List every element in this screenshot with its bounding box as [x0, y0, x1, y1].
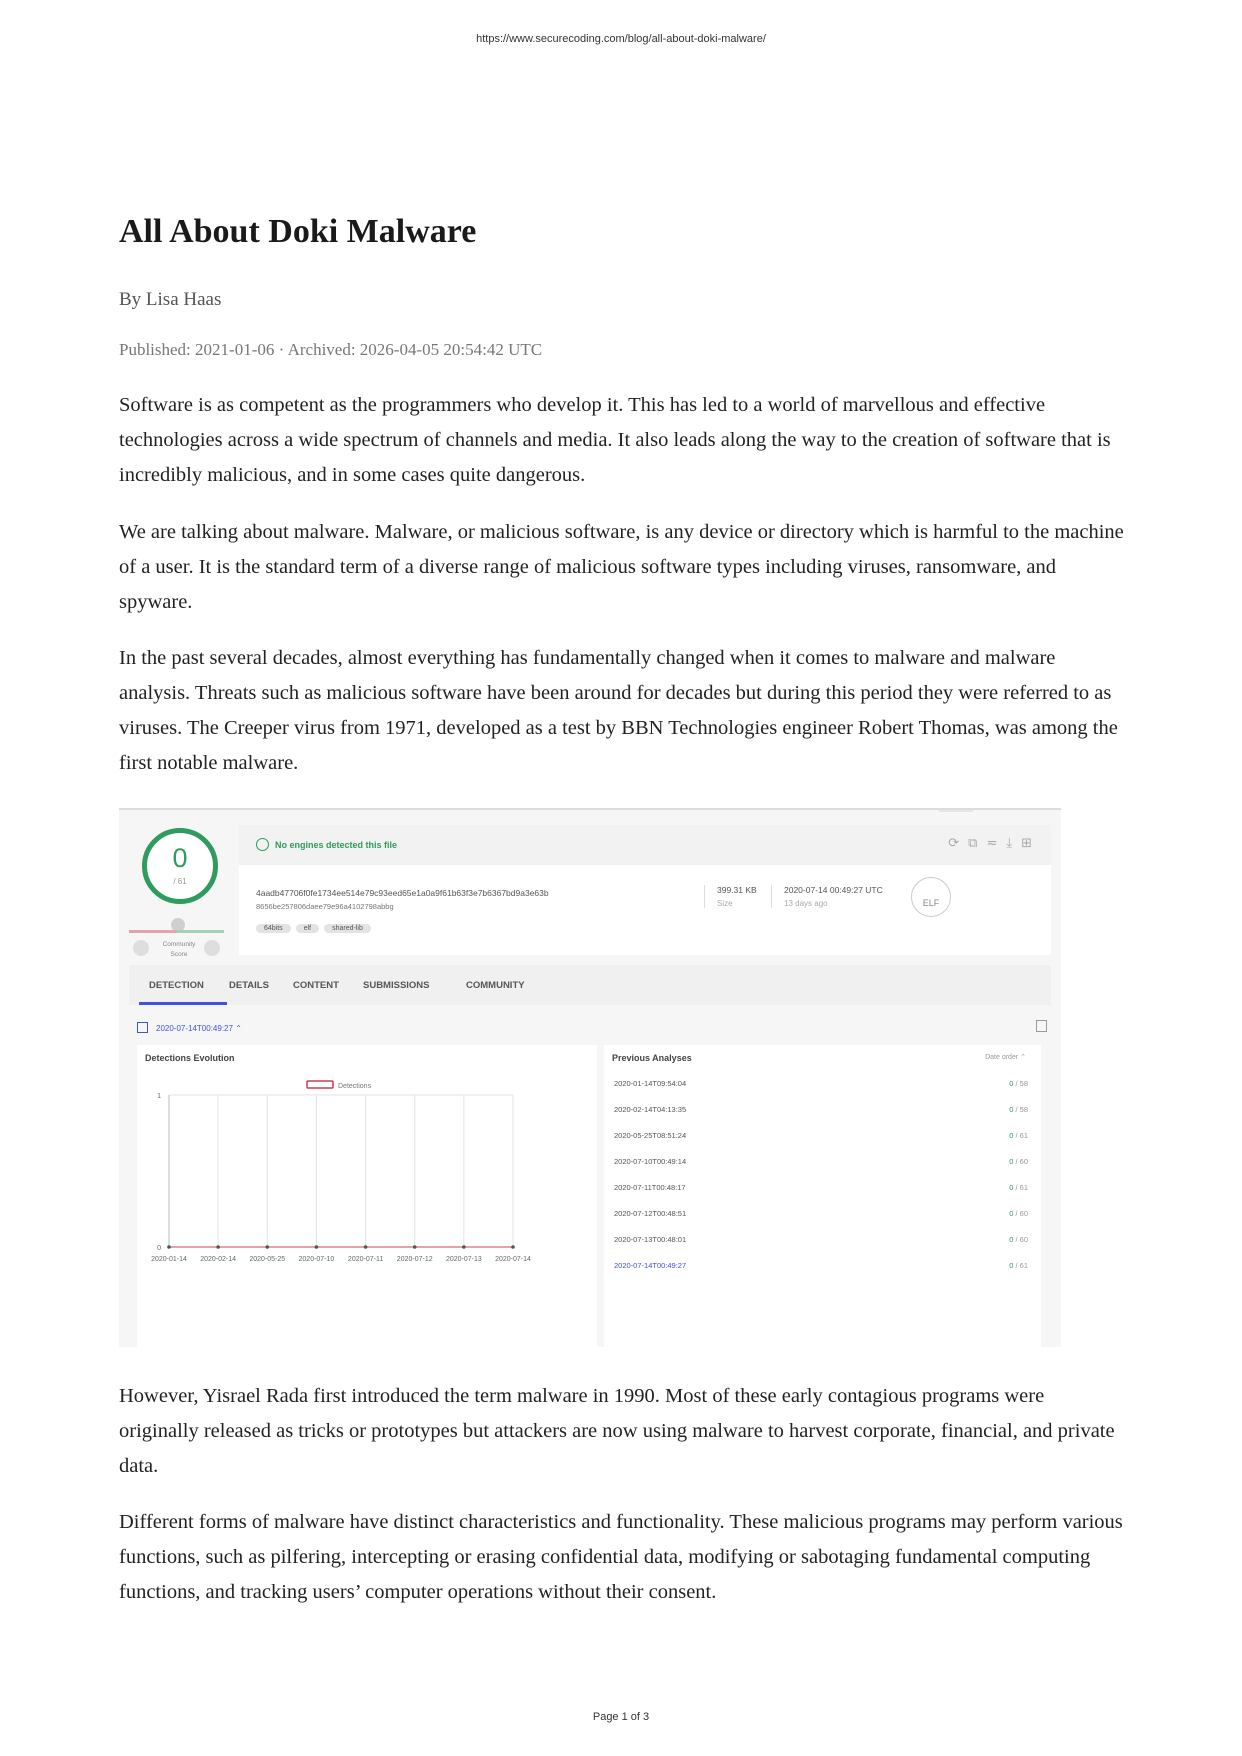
- paragraph: Different forms of malware have distinct characteristics and functionality. These malicious programs may perform various functions, such as pilfering, intercepting or erasing confidential data, modifying or sabotaging fundamental computing functions, and tracking users’ computer operations without their consent.: [119, 1511, 1123, 1603]
- engine-total: / 60: [1013, 1209, 1028, 1218]
- community-score-bar: [129, 930, 224, 933]
- x-tick-label: 2020-07-10: [298, 1256, 335, 1263]
- analysis-date: 2020-07-14T00:49:27: [614, 1261, 687, 1270]
- article-meta: Published: 2021-01-06 · Archived: 2026-04-05 20:54:42 UTC: [119, 340, 543, 359]
- analysis-row[interactable]: [614, 1157, 1034, 1177]
- tag: elf: [296, 924, 319, 933]
- x-tick-label: 2020-01-14: [151, 1256, 187, 1263]
- engine-total: / 60: [1013, 1235, 1028, 1244]
- paragraph: However, Yisrael Rada first introduced the term malware in 1990. Most of these early contagious programs were originally released as tricks or prototypes but attackers are now using malware to harvest corporate, financial, and private data.: [119, 1385, 1115, 1477]
- x-tick-label: 2020-02-14: [200, 1256, 237, 1263]
- detections-chart: [137, 1045, 597, 1347]
- data-point: [511, 1245, 515, 1249]
- file-date-value: 2020-07-14 00:49:27 UTC: [784, 885, 883, 895]
- community-score-label: Community Score: [162, 941, 196, 958]
- data-point: [315, 1245, 319, 1249]
- detected-count: 0: [1009, 1183, 1014, 1192]
- analysis-ratio: [1009, 1157, 1028, 1166]
- analysis-row[interactable]: [614, 1131, 1034, 1151]
- thumbs-up-icon: [204, 940, 220, 956]
- chevron-up-icon: ⌃: [235, 1024, 242, 1033]
- engine-total: / 60: [1013, 1157, 1028, 1166]
- analysis-ratio: [1009, 1235, 1028, 1244]
- toolbar-icons: [948, 835, 1041, 851]
- detected-count: 0: [1009, 1157, 1014, 1166]
- analysis-ratio: [1009, 1079, 1028, 1088]
- engine-total: / 61: [1013, 1131, 1028, 1140]
- article-byline: By Lisa Haas: [119, 289, 222, 310]
- analysis-row[interactable]: [614, 1079, 1034, 1099]
- download-icon: ⤓: [1006, 835, 1022, 850]
- hash-secondary: 8656be257806daee79e96a4102798abbg: [256, 902, 394, 911]
- virustotal-screenshot: [119, 808, 1061, 1347]
- tab-community: COMMUNITY: [466, 980, 525, 991]
- engine-total: / 61: [1013, 1261, 1028, 1270]
- compare-icon: ≂: [986, 835, 1007, 850]
- page-footer: Page 1 of 3: [592, 1711, 650, 1723]
- detected-count: 0: [1009, 1079, 1014, 1088]
- x-tick-label: 2020-05-25: [249, 1256, 286, 1263]
- analysis-ratio: [1009, 1131, 1028, 1140]
- engine-total: / 58: [1013, 1079, 1028, 1088]
- detections-evolution-panel: [137, 1045, 597, 1347]
- file-size-value: 399.31 KB: [717, 885, 757, 895]
- page-url: https://www.securecoding.com/blog/all-about-doki-malware/: [476, 33, 766, 45]
- detected-count: 0: [1009, 1209, 1014, 1218]
- active-tab-indicator: [139, 1002, 227, 1005]
- file-size-label: Size: [717, 899, 733, 908]
- analysis-ratio: [1009, 1209, 1028, 1218]
- analysis-date: 2020-07-12T00:48:51: [614, 1209, 687, 1218]
- detected-count: 0: [1009, 1131, 1014, 1140]
- data-point: [364, 1245, 368, 1249]
- sort-control: [985, 1053, 1026, 1061]
- previous-analyses-title: Previous Analyses: [612, 1053, 692, 1063]
- legend-label: Detections: [338, 1083, 372, 1090]
- detected-count: 0: [1009, 1261, 1014, 1270]
- file-date-ago: 13 days ago: [784, 899, 828, 908]
- y-tick-label: 1: [157, 1093, 161, 1100]
- file-size: [704, 885, 757, 908]
- chevron-up-icon: ⌃: [1020, 1054, 1026, 1061]
- status-text: No engines detected this file: [275, 840, 398, 850]
- copy-icon: [1036, 1020, 1047, 1032]
- analysis-ratio: [1009, 1183, 1028, 1192]
- paragraph: We are talking about malware. Malware, or malicious software, is any device or directory which is harmful to the machine of a user. It is the standard term of a diverse range of malicious software types including viruses, ransomware, and spyware.: [119, 521, 1124, 613]
- analysis-date-selector: [137, 1022, 242, 1033]
- file-header-panel: [239, 825, 1051, 955]
- analysis-date: 2020-05-25T08:51:24: [614, 1131, 687, 1140]
- hash-sha256: 4aadb47706f0fe1734ee514e79c93eed65e1a0a9f61b63f3e7b6367bd9a3e63b: [256, 888, 549, 898]
- reanalyze-icon: ⟳: [948, 835, 969, 850]
- data-point: [167, 1245, 171, 1249]
- analysis-date: 2020-07-11T00:48:17: [614, 1183, 686, 1192]
- analysis-date: 2020-07-13T00:48:01: [614, 1235, 687, 1244]
- x-tick-label: 2020-07-14: [495, 1256, 531, 1263]
- analysis-date: 2020-02-14T04:13:35: [614, 1105, 687, 1114]
- tab-detection: DETECTION: [149, 980, 204, 991]
- x-tick-label: 2020-07-12: [396, 1256, 433, 1263]
- similar-icon: ⧉: [968, 835, 987, 850]
- analysis-row[interactable]: [614, 1105, 1034, 1125]
- calendar-icon: [137, 1022, 148, 1033]
- y-tick-label: 0: [157, 1245, 161, 1252]
- paragraph: In the past several decades, almost everything has fundamentally changed when it comes to malware and malware analysis. Threats such as malicious software have been around for decades but during this period they were referred to as viruses. The Creeper virus from 1971, developed as a test by BBN Technologies engineer Robert Thomas, was among the first notable malware.: [119, 647, 1118, 774]
- data-point: [413, 1245, 417, 1249]
- elf-file-icon: [911, 877, 951, 917]
- engine-total: / 58: [1013, 1105, 1028, 1114]
- analysis-date: 2020-01-14T09:54:04: [614, 1079, 687, 1088]
- legend-swatch: [307, 1081, 333, 1088]
- analysis-ratio: [1009, 1261, 1028, 1270]
- score-total: / 61: [173, 877, 187, 886]
- engine-total: / 61: [1013, 1183, 1028, 1192]
- x-tick-label: 2020-07-11: [347, 1256, 384, 1263]
- analysis-date: 2020-07-10T00:49:14: [614, 1157, 687, 1166]
- data-point: [265, 1245, 269, 1249]
- score-value: 0: [172, 843, 188, 873]
- tab-details: DETAILS: [229, 980, 269, 991]
- analysis-ratio: [1009, 1105, 1028, 1114]
- tag: shared-lib: [324, 924, 371, 933]
- detection-score-ring: [142, 828, 218, 904]
- screenshot-handle: [939, 808, 973, 812]
- data-point: [216, 1245, 220, 1249]
- file-date: [771, 885, 883, 908]
- data-point: [462, 1245, 466, 1249]
- tag: 64bits: [256, 924, 291, 933]
- sort-label: Date order: [985, 1054, 1019, 1061]
- status-bar: [239, 825, 1051, 865]
- tab-bar: [129, 965, 1051, 1005]
- previous-analyses-panel: [604, 1045, 1041, 1347]
- tab-content: CONTENT: [293, 980, 339, 991]
- status-line: [256, 838, 397, 851]
- chart-title: Detections Evolution: [145, 1053, 235, 1063]
- analysis-row[interactable]: [614, 1235, 1034, 1255]
- file-tags: [256, 917, 376, 935]
- selected-date: 2020-07-14T00:49:27: [156, 1024, 233, 1033]
- detected-count: 0: [1009, 1105, 1014, 1114]
- graph-icon: ⊞: [1021, 835, 1041, 850]
- analysis-row[interactable]: [614, 1209, 1034, 1229]
- file-type-label: ELF: [922, 898, 940, 908]
- check-circle-icon: [256, 838, 269, 851]
- article-title: All About Doki Malware: [119, 213, 477, 250]
- analysis-row[interactable]: [614, 1183, 1034, 1203]
- thumbs-down-icon: [133, 940, 149, 956]
- detected-count: 0: [1009, 1235, 1014, 1244]
- tab-submissions: SUBMISSIONS: [363, 980, 430, 991]
- paragraph: Software is as competent as the programmers who develop it. This has led to a world of marvellous and effective technologies across a wide spectrum of channels and media. It also leads along the way to the creation of software that is incredibly malicious, and in some cases quite dangerous.: [119, 394, 1111, 486]
- analysis-row[interactable]: [614, 1261, 1034, 1281]
- x-tick-label: 2020-07-13: [445, 1256, 482, 1263]
